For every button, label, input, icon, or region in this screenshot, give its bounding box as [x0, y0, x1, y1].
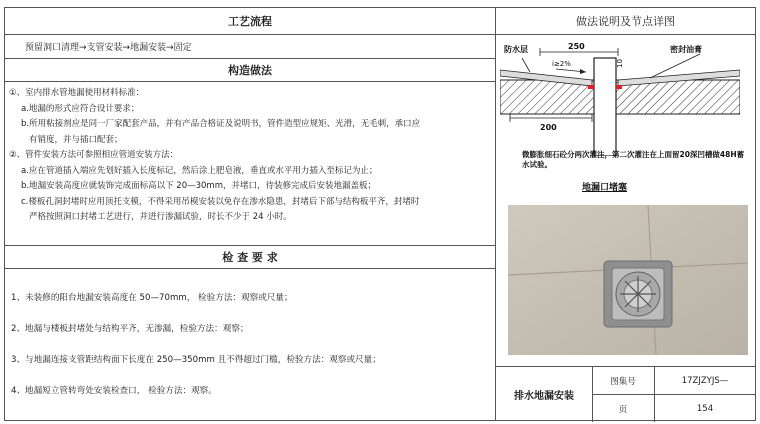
- construction-line: c.楼板孔洞封堵时应用顶托支模，不得采用吊模安装以免存在渗水隐患，封堵后下部与结构板平齐，封堵时: [21, 196, 420, 207]
- seal-label: 密封油膏: [670, 45, 702, 54]
- inspection-item: 1、未装修的阳台地漏安装高度在 50—70mm， 检验方法：观察或尺量；: [11, 293, 293, 303]
- page-value: 154: [696, 403, 714, 414]
- construction-line: b.所用粘接剂应是同一厂家配套产品，并有产品合格证及说明书，管件造型应规矩、光滑，无毛刺，承口应: [21, 119, 421, 129]
- title-name: 排水地漏安装: [496, 367, 593, 422]
- construction-line: a.应在管道插入端应先划好插入长度标记，然后涂上肥皂液，垂直或水平用力插入至标记为止；: [21, 165, 378, 176]
- slope-label: i≥2%: [552, 60, 571, 68]
- detail-caption: 地漏口堵塞: [582, 183, 628, 193]
- construction-line: b.地漏安装高度应就装饰完成面标高以下 20—30mm，并堵口，待装修完成后安装地漏盖板；: [21, 181, 376, 191]
- left-panel: [4, 7, 496, 421]
- floor-drain-photo-image: [508, 205, 748, 355]
- inspection-item: 4、地漏短立管转弯处安装检查口， 检验方法：观察。: [11, 386, 217, 396]
- inspection-item: 2、地漏与楼板封堵处与结构平齐，无渗漏，检验方法：观察；: [11, 324, 249, 334]
- detail-header: 做法说明及节点详图: [496, 8, 755, 35]
- waterproof-label: 防水层: [504, 45, 528, 54]
- construction-line: ②、管件安装方法可参照相应管道安装方法：: [9, 150, 179, 160]
- floor-drain-photo: [508, 205, 748, 355]
- page-label: 页: [592, 395, 655, 422]
- dimension-top: 250: [568, 42, 585, 51]
- floor-drain-section-diagram: [500, 38, 740, 156]
- process-header: 工艺流程: [5, 8, 495, 35]
- dimension-bottom: 200: [540, 123, 557, 132]
- process-flow: 预留洞口清理→支管安装→地漏安装→固定: [5, 35, 495, 59]
- pipe-number: 10: [616, 59, 624, 68]
- title-block: [496, 366, 755, 423]
- inspection-header: 检 查 要 求: [5, 246, 495, 269]
- construction-line: 有销度，并与插口配套；: [29, 134, 123, 145]
- construction-line: a.地漏的形式应符合设计要求；: [21, 103, 140, 114]
- construction-header: 构造做法: [5, 59, 495, 82]
- right-panel: [496, 7, 756, 421]
- construction-line: 严格按照洞口封堵工艺进行，并进行渗漏试验，时长不少于 24 小时。: [29, 212, 292, 222]
- detail-note: 微膨胀细石砼分两次灌注，第二次灌注在上面留20深凹槽做48H蓄水试验。: [522, 150, 745, 169]
- construction-body: [5, 82, 495, 246]
- atlas-number-value: 17ZJZYJS—: [655, 367, 755, 395]
- construction-line: ①、室内排水管地漏使用材料标准：: [9, 88, 145, 98]
- inspection-item: 3、与地漏连接支管距结构面下长度在 250—350mm 且不得超过门槛，检验方法：观察或尺量；: [11, 355, 381, 365]
- inspection-body: [5, 269, 495, 419]
- atlas-number-label: 图集号: [592, 367, 655, 395]
